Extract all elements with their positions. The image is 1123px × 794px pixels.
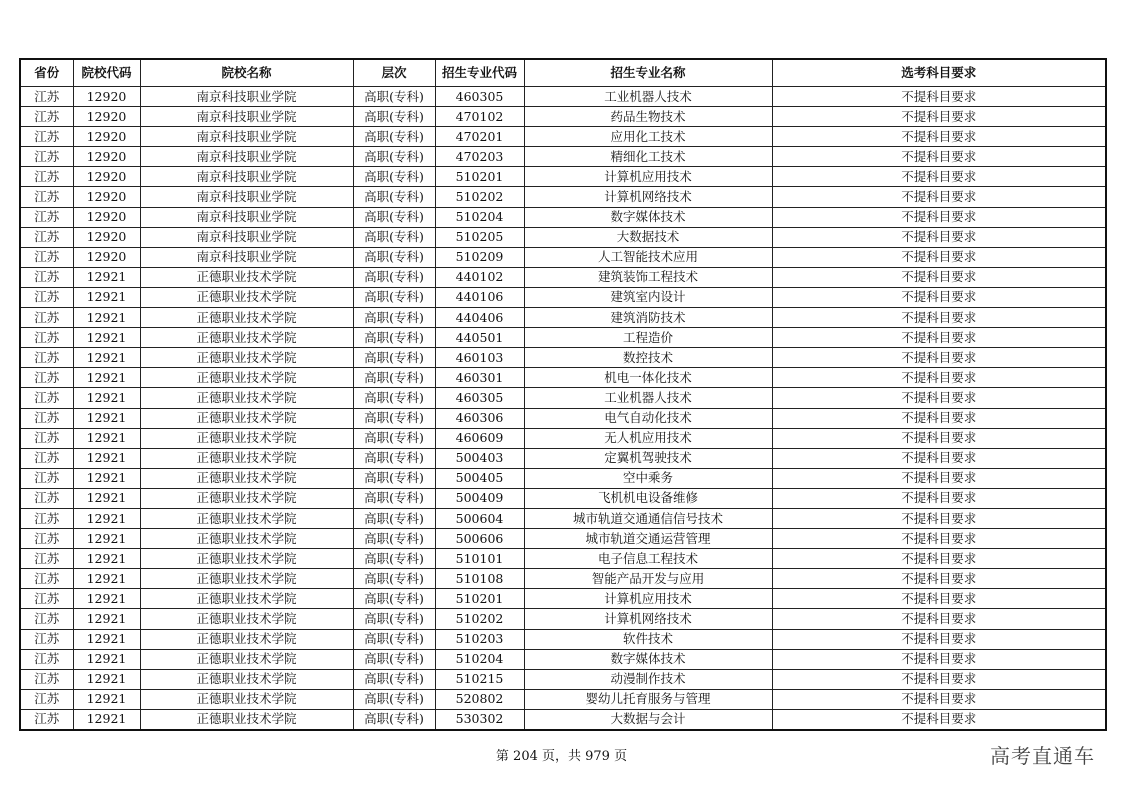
admission-table bbox=[19, 58, 1107, 731]
cell-major-code: 520802 bbox=[435, 689, 524, 709]
cell-major-code: 460609 bbox=[435, 428, 524, 448]
cell-province: 江苏 bbox=[20, 368, 73, 388]
cell-province: 江苏 bbox=[20, 468, 73, 488]
cell-school-code: 12921 bbox=[73, 328, 140, 348]
cell-school-code: 12920 bbox=[73, 127, 140, 147]
cell-major-name: 建筑消防技术 bbox=[524, 308, 772, 328]
table-row bbox=[20, 207, 1106, 227]
cell-level: 高职(专科) bbox=[353, 549, 435, 569]
cell-school-code: 12920 bbox=[73, 247, 140, 267]
cell-school-name: 正德职业技术学院 bbox=[140, 669, 353, 689]
cell-province: 江苏 bbox=[20, 247, 73, 267]
cell-major-name: 工业机器人技术 bbox=[524, 388, 772, 408]
cell-major-name: 人工智能技术应用 bbox=[524, 247, 772, 267]
cell-subject-requirement: 不提科目要求 bbox=[772, 609, 1106, 629]
cell-major-name: 计算机应用技术 bbox=[524, 167, 772, 187]
cell-province: 江苏 bbox=[20, 348, 73, 368]
cell-school-code: 12921 bbox=[73, 308, 140, 328]
cell-subject-requirement: 不提科目要求 bbox=[772, 529, 1106, 549]
cell-major-code: 510202 bbox=[435, 609, 524, 629]
cell-province: 江苏 bbox=[20, 709, 73, 730]
cell-major-code: 510215 bbox=[435, 669, 524, 689]
cell-subject-requirement: 不提科目要求 bbox=[772, 408, 1106, 428]
cell-subject-requirement: 不提科目要求 bbox=[772, 549, 1106, 569]
cell-school-code: 12920 bbox=[73, 167, 140, 187]
cell-level: 高职(专科) bbox=[353, 629, 435, 649]
admission-table-container bbox=[19, 58, 1105, 731]
cell-major-name: 应用化工技术 bbox=[524, 127, 772, 147]
cell-level: 高职(专科) bbox=[353, 87, 435, 107]
cell-major-code: 470102 bbox=[435, 107, 524, 127]
cell-school-code: 12921 bbox=[73, 669, 140, 689]
cell-subject-requirement: 不提科目要求 bbox=[772, 328, 1106, 348]
table-row bbox=[20, 287, 1106, 307]
cell-level: 高职(专科) bbox=[353, 187, 435, 207]
header-school-name: 院校名称 bbox=[140, 59, 353, 87]
cell-school-code: 12921 bbox=[73, 267, 140, 287]
cell-major-name: 大数据与会计 bbox=[524, 709, 772, 730]
cell-subject-requirement: 不提科目要求 bbox=[772, 649, 1106, 669]
cell-school-code: 12921 bbox=[73, 709, 140, 730]
cell-major-name: 智能产品开发与应用 bbox=[524, 569, 772, 589]
cell-level: 高职(专科) bbox=[353, 127, 435, 147]
cell-major-name: 精细化工技术 bbox=[524, 147, 772, 167]
table-row bbox=[20, 609, 1106, 629]
cell-subject-requirement: 不提科目要求 bbox=[772, 287, 1106, 307]
cell-school-name: 正德职业技术学院 bbox=[140, 649, 353, 669]
cell-major-name: 电气自动化技术 bbox=[524, 408, 772, 428]
table-row bbox=[20, 508, 1106, 528]
cell-province: 江苏 bbox=[20, 408, 73, 428]
header-school-code: 院校代码 bbox=[73, 59, 140, 87]
cell-major-name: 软件技术 bbox=[524, 629, 772, 649]
table-row bbox=[20, 308, 1106, 328]
cell-school-code: 12920 bbox=[73, 207, 140, 227]
cell-subject-requirement: 不提科目要求 bbox=[772, 167, 1106, 187]
cell-school-name: 正德职业技术学院 bbox=[140, 488, 353, 508]
cell-level: 高职(专科) bbox=[353, 649, 435, 669]
cell-subject-requirement: 不提科目要求 bbox=[772, 388, 1106, 408]
cell-province: 江苏 bbox=[20, 689, 73, 709]
cell-school-code: 12921 bbox=[73, 549, 140, 569]
cell-school-name: 南京科技职业学院 bbox=[140, 187, 353, 207]
cell-level: 高职(专科) bbox=[353, 488, 435, 508]
cell-major-code: 500606 bbox=[435, 529, 524, 549]
cell-major-name: 工业机器人技术 bbox=[524, 87, 772, 107]
cell-school-name: 正德职业技术学院 bbox=[140, 589, 353, 609]
cell-province: 江苏 bbox=[20, 529, 73, 549]
cell-subject-requirement: 不提科目要求 bbox=[772, 87, 1106, 107]
cell-province: 江苏 bbox=[20, 629, 73, 649]
cell-major-name: 计算机网络技术 bbox=[524, 187, 772, 207]
cell-level: 高职(专科) bbox=[353, 227, 435, 247]
cell-major-name: 建筑室内设计 bbox=[524, 287, 772, 307]
cell-province: 江苏 bbox=[20, 187, 73, 207]
table-row bbox=[20, 167, 1106, 187]
cell-subject-requirement: 不提科目要求 bbox=[772, 629, 1106, 649]
table-body bbox=[20, 87, 1106, 731]
cell-major-code: 510203 bbox=[435, 629, 524, 649]
cell-subject-requirement: 不提科目要求 bbox=[772, 569, 1106, 589]
cell-major-code: 510101 bbox=[435, 549, 524, 569]
cell-school-code: 12921 bbox=[73, 368, 140, 388]
table-row bbox=[20, 529, 1106, 549]
table-row bbox=[20, 428, 1106, 448]
cell-school-name: 正德职业技术学院 bbox=[140, 388, 353, 408]
cell-school-code: 12921 bbox=[73, 408, 140, 428]
cell-major-name: 建筑装饰工程技术 bbox=[524, 267, 772, 287]
cell-school-name: 正德职业技术学院 bbox=[140, 428, 353, 448]
cell-subject-requirement: 不提科目要求 bbox=[772, 709, 1106, 730]
cell-major-name: 大数据技术 bbox=[524, 227, 772, 247]
cell-province: 江苏 bbox=[20, 508, 73, 528]
cell-major-name: 城市轨道交通通信信号技术 bbox=[524, 508, 772, 528]
cell-school-name: 正德职业技术学院 bbox=[140, 709, 353, 730]
table-row bbox=[20, 629, 1106, 649]
cell-major-code: 510204 bbox=[435, 207, 524, 227]
table-row bbox=[20, 227, 1106, 247]
cell-province: 江苏 bbox=[20, 549, 73, 569]
cell-school-name: 南京科技职业学院 bbox=[140, 227, 353, 247]
header-province: 省份 bbox=[20, 59, 73, 87]
table-row bbox=[20, 488, 1106, 508]
cell-school-code: 12921 bbox=[73, 689, 140, 709]
cell-major-name: 机电一体化技术 bbox=[524, 368, 772, 388]
cell-major-code: 460305 bbox=[435, 87, 524, 107]
cell-major-code: 510108 bbox=[435, 569, 524, 589]
cell-level: 高职(专科) bbox=[353, 267, 435, 287]
cell-school-code: 12921 bbox=[73, 287, 140, 307]
table-row bbox=[20, 187, 1106, 207]
cell-province: 江苏 bbox=[20, 287, 73, 307]
cell-major-name: 工程造价 bbox=[524, 328, 772, 348]
cell-major-name: 无人机应用技术 bbox=[524, 428, 772, 448]
table-row bbox=[20, 368, 1106, 388]
cell-level: 高职(专科) bbox=[353, 609, 435, 629]
table-row bbox=[20, 388, 1106, 408]
cell-major-code: 500405 bbox=[435, 468, 524, 488]
table-row bbox=[20, 669, 1106, 689]
cell-subject-requirement: 不提科目要求 bbox=[772, 488, 1106, 508]
cell-major-name: 计算机应用技术 bbox=[524, 589, 772, 609]
cell-level: 高职(专科) bbox=[353, 408, 435, 428]
cell-major-name: 药品生物技术 bbox=[524, 107, 772, 127]
table-row bbox=[20, 87, 1106, 107]
cell-school-code: 12920 bbox=[73, 107, 140, 127]
cell-subject-requirement: 不提科目要求 bbox=[772, 308, 1106, 328]
cell-school-name: 正德职业技术学院 bbox=[140, 549, 353, 569]
table-row bbox=[20, 569, 1106, 589]
header-major-name: 招生专业名称 bbox=[524, 59, 772, 87]
cell-school-name: 南京科技职业学院 bbox=[140, 127, 353, 147]
cell-major-name: 飞机机电设备维修 bbox=[524, 488, 772, 508]
table-row bbox=[20, 348, 1106, 368]
cell-school-name: 正德职业技术学院 bbox=[140, 287, 353, 307]
cell-school-name: 正德职业技术学院 bbox=[140, 328, 353, 348]
cell-school-name: 正德职业技术学院 bbox=[140, 529, 353, 549]
cell-major-code: 510209 bbox=[435, 247, 524, 267]
cell-school-code: 12921 bbox=[73, 629, 140, 649]
cell-school-name: 南京科技职业学院 bbox=[140, 167, 353, 187]
cell-level: 高职(专科) bbox=[353, 448, 435, 468]
cell-province: 江苏 bbox=[20, 589, 73, 609]
cell-subject-requirement: 不提科目要求 bbox=[772, 448, 1106, 468]
header-level: 层次 bbox=[353, 59, 435, 87]
cell-school-code: 12921 bbox=[73, 388, 140, 408]
cell-major-name: 数控技术 bbox=[524, 348, 772, 368]
cell-major-code: 510205 bbox=[435, 227, 524, 247]
cell-subject-requirement: 不提科目要求 bbox=[772, 247, 1106, 267]
cell-major-name: 计算机网络技术 bbox=[524, 609, 772, 629]
cell-major-code: 470201 bbox=[435, 127, 524, 147]
cell-level: 高职(专科) bbox=[353, 147, 435, 167]
cell-subject-requirement: 不提科目要求 bbox=[772, 227, 1106, 247]
cell-school-name: 正德职业技术学院 bbox=[140, 689, 353, 709]
cell-major-code: 510201 bbox=[435, 589, 524, 609]
cell-subject-requirement: 不提科目要求 bbox=[772, 669, 1106, 689]
cell-subject-requirement: 不提科目要求 bbox=[772, 107, 1106, 127]
cell-province: 江苏 bbox=[20, 649, 73, 669]
cell-school-name: 正德职业技术学院 bbox=[140, 448, 353, 468]
watermark-text: 高考直通车 bbox=[990, 744, 1095, 768]
cell-major-code: 510202 bbox=[435, 187, 524, 207]
cell-major-code: 500403 bbox=[435, 448, 524, 468]
cell-school-name: 南京科技职业学院 bbox=[140, 207, 353, 227]
table-header-row bbox=[20, 59, 1106, 87]
table-row bbox=[20, 147, 1106, 167]
table-row bbox=[20, 709, 1106, 730]
cell-major-code: 460301 bbox=[435, 368, 524, 388]
cell-school-name: 正德职业技术学院 bbox=[140, 629, 353, 649]
cell-major-name: 空中乘务 bbox=[524, 468, 772, 488]
cell-level: 高职(专科) bbox=[353, 669, 435, 689]
cell-subject-requirement: 不提科目要求 bbox=[772, 127, 1106, 147]
cell-major-code: 470203 bbox=[435, 147, 524, 167]
header-major-code: 招生专业代码 bbox=[435, 59, 524, 87]
cell-level: 高职(专科) bbox=[353, 368, 435, 388]
cell-school-code: 12921 bbox=[73, 428, 140, 448]
cell-school-name: 正德职业技术学院 bbox=[140, 408, 353, 428]
cell-subject-requirement: 不提科目要求 bbox=[772, 508, 1106, 528]
table-row bbox=[20, 267, 1106, 287]
cell-school-code: 12920 bbox=[73, 187, 140, 207]
cell-school-code: 12921 bbox=[73, 488, 140, 508]
page-number: 第 204 页，共 979 页 bbox=[495, 749, 628, 764]
cell-school-name: 正德职业技术学院 bbox=[140, 267, 353, 287]
cell-major-name: 数字媒体技术 bbox=[524, 649, 772, 669]
table-row bbox=[20, 689, 1106, 709]
cell-school-code: 12921 bbox=[73, 649, 140, 669]
cell-school-code: 12921 bbox=[73, 448, 140, 468]
cell-province: 江苏 bbox=[20, 167, 73, 187]
cell-level: 高职(专科) bbox=[353, 388, 435, 408]
cell-major-name: 电子信息工程技术 bbox=[524, 549, 772, 569]
cell-province: 江苏 bbox=[20, 207, 73, 227]
cell-school-code: 12921 bbox=[73, 468, 140, 488]
cell-level: 高职(专科) bbox=[353, 689, 435, 709]
cell-level: 高职(专科) bbox=[353, 308, 435, 328]
cell-school-name: 南京科技职业学院 bbox=[140, 247, 353, 267]
cell-school-name: 正德职业技术学院 bbox=[140, 368, 353, 388]
cell-province: 江苏 bbox=[20, 388, 73, 408]
cell-major-code: 440106 bbox=[435, 287, 524, 307]
cell-school-name: 正德职业技术学院 bbox=[140, 569, 353, 589]
cell-province: 江苏 bbox=[20, 227, 73, 247]
cell-major-name: 动漫制作技术 bbox=[524, 669, 772, 689]
cell-province: 江苏 bbox=[20, 87, 73, 107]
cell-level: 高职(专科) bbox=[353, 287, 435, 307]
cell-school-name: 南京科技职业学院 bbox=[140, 107, 353, 127]
table-row bbox=[20, 589, 1106, 609]
cell-school-code: 12921 bbox=[73, 529, 140, 549]
cell-school-code: 12920 bbox=[73, 87, 140, 107]
table-row bbox=[20, 468, 1106, 488]
cell-major-code: 440501 bbox=[435, 328, 524, 348]
cell-province: 江苏 bbox=[20, 609, 73, 629]
cell-level: 高职(专科) bbox=[353, 529, 435, 549]
table-row bbox=[20, 549, 1106, 569]
cell-major-code: 460306 bbox=[435, 408, 524, 428]
table-row bbox=[20, 649, 1106, 669]
table-row bbox=[20, 127, 1106, 147]
cell-school-code: 12920 bbox=[73, 147, 140, 167]
cell-level: 高职(专科) bbox=[353, 247, 435, 267]
cell-subject-requirement: 不提科目要求 bbox=[772, 267, 1106, 287]
cell-province: 江苏 bbox=[20, 488, 73, 508]
table-row bbox=[20, 107, 1106, 127]
cell-level: 高职(专科) bbox=[353, 508, 435, 528]
cell-school-code: 12921 bbox=[73, 508, 140, 528]
cell-major-name: 城市轨道交通运营管理 bbox=[524, 529, 772, 549]
cell-major-code: 510201 bbox=[435, 167, 524, 187]
cell-province: 江苏 bbox=[20, 669, 73, 689]
cell-school-name: 正德职业技术学院 bbox=[140, 508, 353, 528]
cell-province: 江苏 bbox=[20, 147, 73, 167]
table-row bbox=[20, 408, 1106, 428]
cell-level: 高职(专科) bbox=[353, 569, 435, 589]
cell-major-code: 530302 bbox=[435, 709, 524, 730]
cell-school-name: 正德职业技术学院 bbox=[140, 308, 353, 328]
cell-level: 高职(专科) bbox=[353, 328, 435, 348]
cell-subject-requirement: 不提科目要求 bbox=[772, 187, 1106, 207]
cell-major-code: 500409 bbox=[435, 488, 524, 508]
cell-level: 高职(专科) bbox=[353, 428, 435, 448]
cell-level: 高职(专科) bbox=[353, 589, 435, 609]
cell-province: 江苏 bbox=[20, 448, 73, 468]
cell-school-name: 南京科技职业学院 bbox=[140, 87, 353, 107]
cell-level: 高职(专科) bbox=[353, 468, 435, 488]
table-row bbox=[20, 448, 1106, 468]
cell-school-name: 南京科技职业学院 bbox=[140, 147, 353, 167]
cell-school-code: 12921 bbox=[73, 348, 140, 368]
cell-province: 江苏 bbox=[20, 308, 73, 328]
cell-subject-requirement: 不提科目要求 bbox=[772, 368, 1106, 388]
cell-level: 高职(专科) bbox=[353, 167, 435, 187]
cell-level: 高职(专科) bbox=[353, 207, 435, 227]
header-subject-requirement: 选考科目要求 bbox=[772, 59, 1106, 87]
cell-major-code: 460305 bbox=[435, 388, 524, 408]
cell-subject-requirement: 不提科目要求 bbox=[772, 589, 1106, 609]
cell-subject-requirement: 不提科目要求 bbox=[772, 689, 1106, 709]
cell-major-code: 460103 bbox=[435, 348, 524, 368]
cell-province: 江苏 bbox=[20, 428, 73, 448]
cell-province: 江苏 bbox=[20, 107, 73, 127]
cell-subject-requirement: 不提科目要求 bbox=[772, 348, 1106, 368]
cell-school-code: 12921 bbox=[73, 609, 140, 629]
cell-province: 江苏 bbox=[20, 328, 73, 348]
table-row bbox=[20, 328, 1106, 348]
cell-major-code: 510204 bbox=[435, 649, 524, 669]
cell-school-name: 正德职业技术学院 bbox=[140, 609, 353, 629]
cell-province: 江苏 bbox=[20, 267, 73, 287]
cell-major-code: 440102 bbox=[435, 267, 524, 287]
cell-subject-requirement: 不提科目要求 bbox=[772, 468, 1106, 488]
cell-level: 高职(专科) bbox=[353, 709, 435, 730]
cell-subject-requirement: 不提科目要求 bbox=[772, 207, 1106, 227]
cell-major-code: 500604 bbox=[435, 508, 524, 528]
cell-level: 高职(专科) bbox=[353, 348, 435, 368]
cell-subject-requirement: 不提科目要求 bbox=[772, 428, 1106, 448]
cell-major-code: 440406 bbox=[435, 308, 524, 328]
table-row bbox=[20, 247, 1106, 267]
cell-school-code: 12921 bbox=[73, 569, 140, 589]
cell-level: 高职(专科) bbox=[353, 107, 435, 127]
cell-province: 江苏 bbox=[20, 127, 73, 147]
cell-province: 江苏 bbox=[20, 569, 73, 589]
cell-major-name: 定翼机驾驶技术 bbox=[524, 448, 772, 468]
cell-school-name: 正德职业技术学院 bbox=[140, 348, 353, 368]
cell-major-name: 数字媒体技术 bbox=[524, 207, 772, 227]
cell-school-code: 12921 bbox=[73, 589, 140, 609]
cell-major-name: 婴幼儿托育服务与管理 bbox=[524, 689, 772, 709]
cell-subject-requirement: 不提科目要求 bbox=[772, 147, 1106, 167]
cell-school-name: 正德职业技术学院 bbox=[140, 468, 353, 488]
cell-school-code: 12920 bbox=[73, 227, 140, 247]
